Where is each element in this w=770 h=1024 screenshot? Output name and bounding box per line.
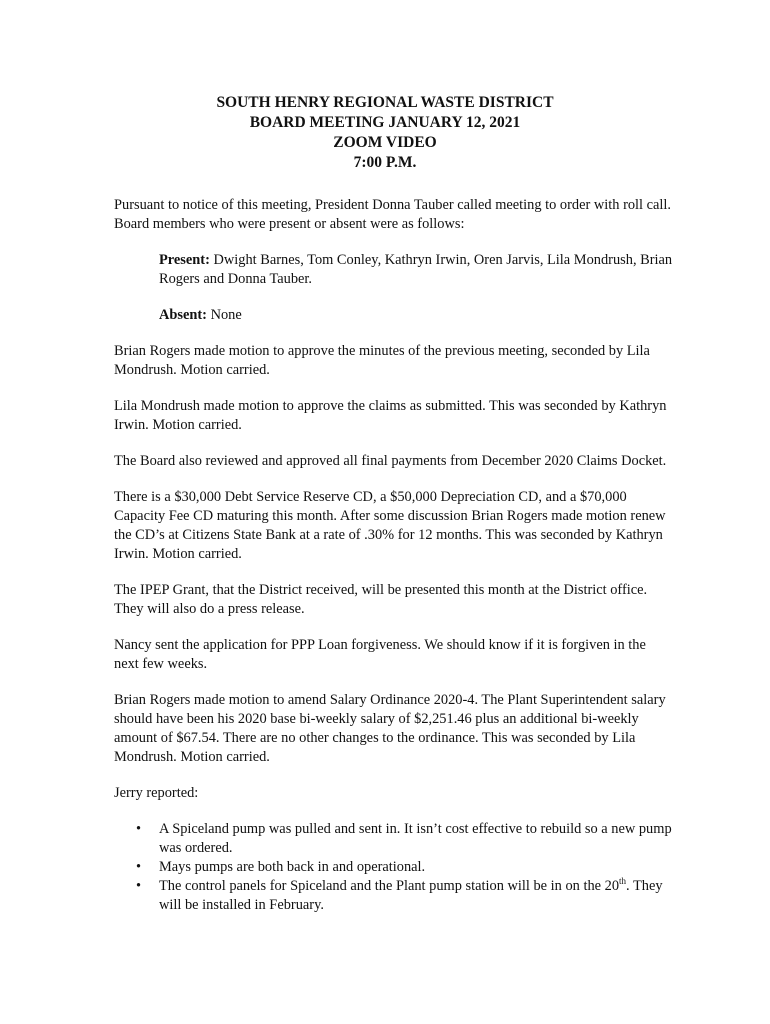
document-body [114, 196, 674, 915]
jerry-report-list [114, 820, 674, 915]
present-line [114, 251, 674, 289]
list-item-text-start: The control panels for Spiceland and the Plant pump station will be in on the 20 [159, 878, 620, 894]
absent-label: Absent: [159, 307, 207, 323]
bullet-icon: • [136, 821, 142, 837]
meeting-title: BOARD MEETING JANUARY 12, 2021 [249, 114, 521, 131]
absent-line [114, 306, 674, 325]
meeting-time: 7:00 P.M. [353, 154, 417, 171]
list-item-text: Mays pumps are both back in and operational. [159, 859, 426, 875]
claims-motion-paragraph: Lila Mondrush made motion to approve the claims as submitted. This was seconded by Kathryn Irwin. Motion carried. [114, 398, 667, 433]
district-name: SOUTH HENRY REGIONAL WASTE DISTRICT [216, 94, 554, 111]
present-names: Dwight Barnes, Tom Conley, Kathryn Irwin, Oren Jarvis, Lila Mondrush, Brian Rogers and Donna Tauber. [159, 252, 673, 287]
present-label: Present: [159, 252, 210, 268]
salary-ordinance-paragraph: Brian Rogers made motion to amend Salary Ordinance 2020-4. The Plant Superintendent salary should have been his 2020 base bi-weekly salary of $2,251.46 plus an additional bi-weekly amount of $67.54. There are no other changes to the ordinance. This was seconded by Lila Mondrush. Motion carried. [114, 692, 666, 765]
jerry-report-heading: Jerry reported: [114, 785, 199, 801]
meeting-venue: ZOOM VIDEO [333, 134, 437, 151]
bullet-icon: • [136, 859, 142, 875]
list-item [114, 858, 674, 877]
list-item-text: A Spiceland pump was pulled and sent in. It isn’t cost effective to rebuild so a new pump was ordered. [159, 821, 672, 856]
minutes-motion-paragraph: Brian Rogers made motion to approve the minutes of the previous meeting, seconded by Lila Mondrush. Motion carried. [114, 343, 650, 378]
ordinal-suffix: th [619, 876, 627, 887]
list-item [114, 877, 674, 915]
ipep-grant-paragraph: The IPEP Grant, that the District received, will be presented this month at the District office. They will also do a press release. [114, 582, 648, 617]
intro-paragraph: Pursuant to notice of this meeting, President Donna Tauber called meeting to order with roll call. Board members who were present or absent were as follows: [114, 197, 672, 232]
cd-renewal-paragraph: There is a $30,000 Debt Service Reserve CD, a $50,000 Depreciation CD, and a $70,000 Capacity Fee CD maturing this month. After some discussion Brian Rogers made motion renew the CD’s at Citizens State Bank at a rate of .30% for 12 months. This was seconded by Kathryn Irwin. Motion carried. [114, 489, 666, 562]
ppp-loan-paragraph: Nancy sent the application for PPP Loan forgiveness. We should know if it is forgiven in the next few weeks. [114, 637, 646, 672]
list-item-text-end: . They will be installed in February. [159, 878, 663, 913]
absent-names: None [210, 307, 242, 323]
bullet-icon: • [136, 878, 142, 894]
document-header [0, 93, 770, 173]
list-item-text [159, 878, 663, 913]
claims-docket-paragraph: The Board also reviewed and approved all final payments from December 2020 Claims Docket. [114, 453, 667, 469]
list-item [114, 820, 674, 858]
